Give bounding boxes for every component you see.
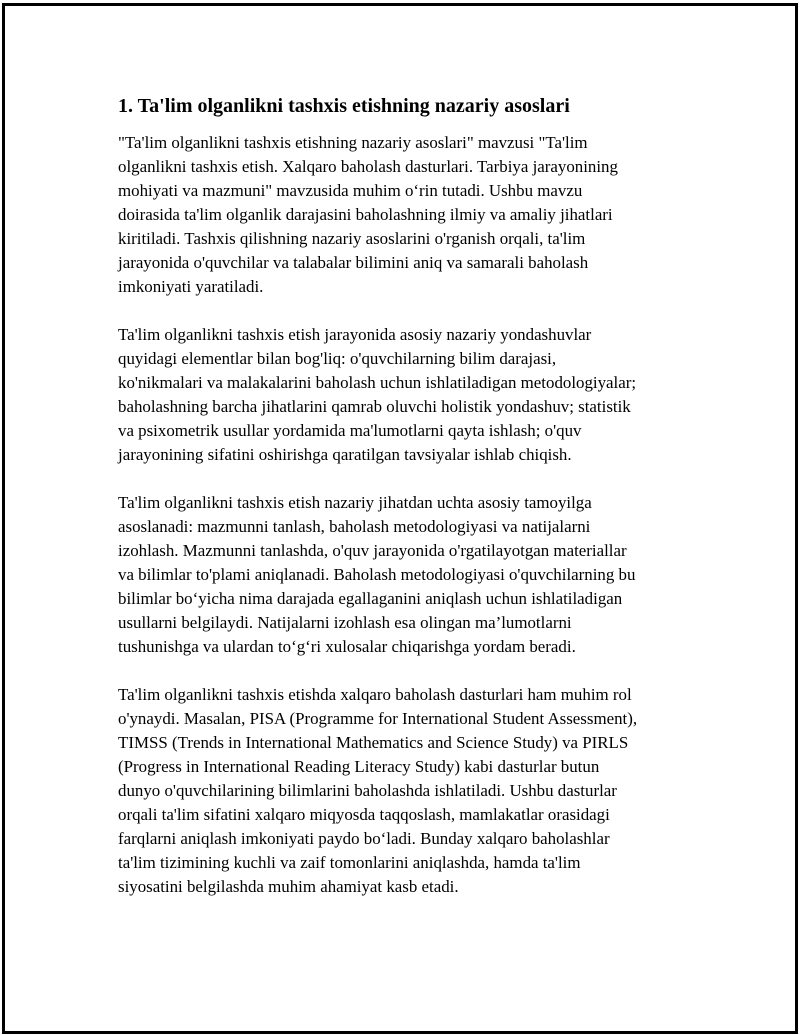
text-line: mohiyati va mazmuni" mavzusida muhim o‘rin tutadi. Ushbu mavzu — [118, 181, 583, 200]
text-line: farqlarni aniqlash imkoniyati paydo bo‘ladi. Bunday xalqaro baholashlar — [118, 829, 610, 848]
text-line: kiritiladi. Tashxis qilishning nazariy asoslarini o'rganish orqali, ta'lim — [118, 229, 586, 248]
text-line: baholashning barcha jihatlarini qamrab oluvchi holistik yondashuv; statistik — [118, 397, 631, 416]
text-line: ko'nikmalari va malakalarini baholash uchun ishlatiladigan metodologiyalar; — [118, 373, 637, 392]
text-line: orqali ta'lim sifatini xalqaro miqyosda taqqoslash, mamlakatlar orasidagi — [118, 805, 610, 824]
text-line: Ta'lim olganlikni tashxis etish nazariy jihatdan uchta asosiy tamoyilga — [118, 493, 592, 512]
text-line: jarayonining sifatini oshirishga qaratilgan tavsiyalar ishlab chiqish. — [118, 445, 572, 464]
text-line: o'ynaydi. Masalan, PISA (Programme for International Student Assessment), — [118, 709, 638, 728]
text-line: tushunishga va ulardan to‘g‘ri xulosalar chiqarishga yordam beradi. — [118, 637, 576, 656]
text-line: va psixometrik usullar yordamida ma'lumotlarni qayta ishlash; o'quv — [118, 421, 582, 440]
text-line: "Ta'lim olganlikni tashxis etishning nazariy asoslari" mavzusi "Ta'lim — [118, 133, 588, 152]
text-line: usullarni belgilaydi. Natijalarni izohlash esa olingan ma’lumotlarni — [118, 613, 572, 632]
text-line: imkoniyati yaratiladi. — [118, 277, 264, 296]
paragraph-1 — [118, 131, 683, 299]
text-line: doirasida ta'lim olganlik darajasini baholashning ilmiy va amaliy jihatlari — [118, 205, 613, 224]
text-line: bilimlar bo‘yicha nima darajada egallaganini aniqlash uchun ishlatiladigan — [118, 589, 623, 608]
text-line: (Progress in International Reading Literacy Study) kabi dasturlar butun — [118, 757, 600, 776]
text-line: va bilimlar to'plami aniqlanadi. Baholash metodologiyasi o'quvchilarning bu — [118, 565, 636, 584]
text-line: olganlikni tashxis etish. Xalqaro baholash dasturlari. Tarbiya jarayonining — [118, 157, 618, 176]
text-line: quyidagi elementlar bilan bog'liq: o'quvchilarning bilim darajasi, — [118, 349, 557, 368]
text-line: ta'lim tizimining kuchli va zaif tomonlarini aniqlashda, hamda ta'lim — [118, 853, 581, 872]
text-line: dunyo o'quvchilarining bilimlarini baholashda ishlatiladi. Ushbu dasturlar — [118, 781, 617, 800]
text-line: asoslanadi: mazmunni tanlash, baholash metodologiyasi va natijalarni — [118, 517, 591, 536]
text-line: siyosatini belgilashda muhim ahamiyat kasb etadi. — [118, 877, 459, 896]
paragraph-3 — [118, 491, 683, 659]
section-heading: 1. Ta'lim olganlikni tashxis etishning nazariy asoslari — [118, 95, 570, 117]
text-line: izohlash. Mazmunni tanlashda, o'quv jarayonida o'rgatilayotgan materiallar — [118, 541, 627, 560]
text-line: jarayonida o'quvchilar va talabalar bilimini aniq va samarali baholash — [118, 253, 589, 272]
paragraph-2 — [118, 323, 683, 467]
text-line: Ta'lim olganlikni tashxis etishda xalqaro baholash dasturlari ham muhim rol — [118, 685, 632, 704]
document-body — [118, 94, 683, 923]
text-line: Ta'lim olganlikni tashxis etish jarayonida asosiy nazariy yondashuvlar — [118, 325, 592, 344]
paragraph-4 — [118, 683, 683, 899]
text-line: TIMSS (Trends in International Mathematics and Science Study) va PIRLS — [118, 733, 629, 752]
